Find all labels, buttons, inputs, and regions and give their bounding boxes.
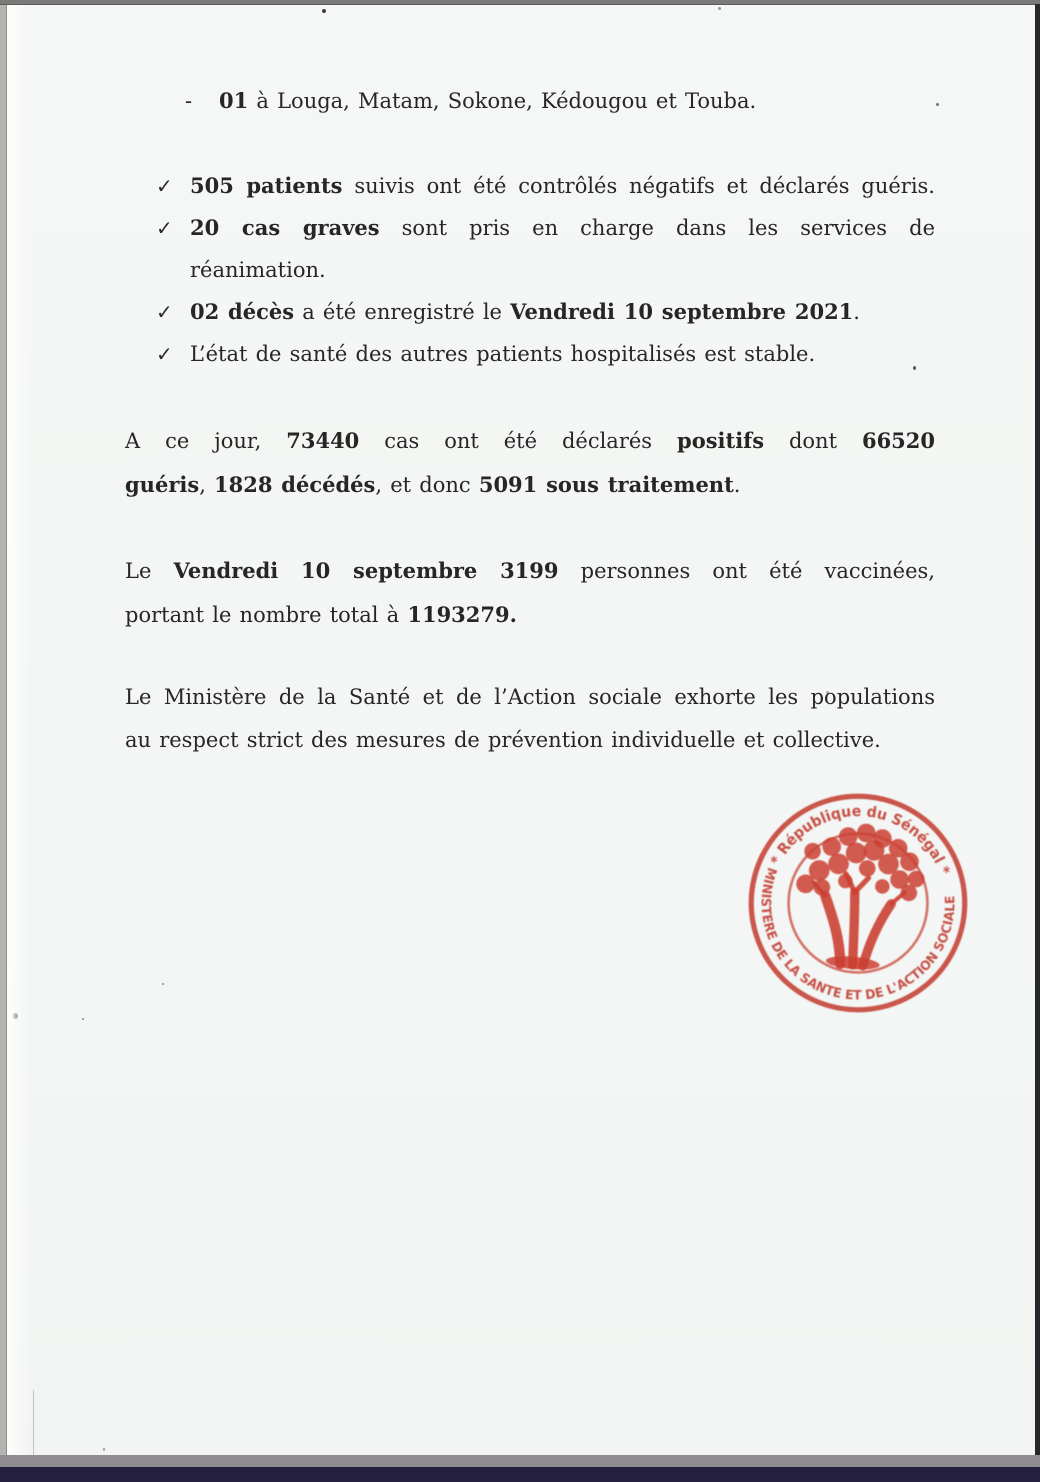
paragraph-case-totals xyxy=(125,419,935,507)
checklist-item-deaths xyxy=(125,291,935,333)
scan-edge-left-highlight xyxy=(7,4,31,1455)
text-line xyxy=(190,291,935,333)
scan-speck xyxy=(103,1448,105,1451)
totals-text: , et donc xyxy=(375,473,479,497)
paragraph-exhortation xyxy=(125,676,935,762)
dash-list-item xyxy=(125,79,935,123)
dash-item-text: à Louga, Matam, Sokone, Kédougou et Touba. xyxy=(248,89,757,113)
vaccination-text: Le xyxy=(125,559,174,583)
scan-edge-top xyxy=(0,0,1040,5)
ministry-stamp xyxy=(734,779,981,1026)
scan-crease xyxy=(33,1390,34,1460)
checkmark-icon: ✓ xyxy=(156,174,173,198)
text-line xyxy=(125,463,935,507)
scan-speck xyxy=(718,7,721,10)
totals-text: , xyxy=(199,473,215,497)
stamp-bottom-arc-text: MINISTERE DE LA SANTE ET DE L'ACTION SOCIALE xyxy=(757,865,959,1004)
gueris-label: guéris xyxy=(125,472,200,497)
totals-period: . xyxy=(733,473,741,497)
scan-edge-right xyxy=(1035,4,1040,1467)
scan-edge-bottom-dark xyxy=(0,1467,1040,1482)
checkmark-icon: ✓ xyxy=(156,300,173,324)
checklist-item-stable xyxy=(125,333,935,375)
deaths-date: Vendredi 10 septembre 2021 xyxy=(510,299,854,324)
positifs-label: positifs xyxy=(677,428,765,453)
vaccinated-day-count: Vendredi 10 septembre 3199 xyxy=(173,558,559,583)
vaccination-text: portant le nombre total à xyxy=(125,603,408,627)
deceased-total-count: 1828 décédés xyxy=(214,472,376,497)
deaths-period: . xyxy=(853,300,860,324)
scan-speck xyxy=(82,1018,84,1020)
scan-speck xyxy=(826,691,829,694)
text-line: L’état de santé des autres patients hospitalisés est stable. xyxy=(190,342,816,366)
recovered-total-count: 66520 xyxy=(861,428,935,453)
recovered-text: suivis ont été contrôlés négatifs et déclarés guéris. xyxy=(342,174,935,198)
vaccination-text: personnes ont été vaccinées, xyxy=(558,559,935,583)
deaths-count: 02 décès xyxy=(190,299,295,324)
scan-edge-left xyxy=(0,4,7,1455)
scan-speck xyxy=(936,103,939,106)
vaccinated-total-count: 1193279. xyxy=(407,602,517,627)
checklist-item-recovered xyxy=(125,165,935,207)
checklist-item-severe-cases xyxy=(125,207,935,291)
scan-speck xyxy=(322,9,326,13)
stamp-top-arc-text: * République du Sénégal * xyxy=(766,801,954,878)
text-line: réanimation. xyxy=(190,258,326,282)
text-line xyxy=(190,165,935,207)
text-line xyxy=(125,593,935,637)
checkmark-icon: ✓ xyxy=(156,216,173,240)
totals-text: dont xyxy=(764,429,862,453)
checklist xyxy=(125,165,935,375)
text-line xyxy=(125,549,935,593)
dash-bullet: - xyxy=(185,89,193,113)
recovered-count: 505 patients xyxy=(190,173,343,198)
text-line: au respect strict des mesures de prévention individuelle et collective. xyxy=(125,728,881,752)
under-treatment-count: 5091 sous traitement xyxy=(478,472,734,497)
text-line: Le Ministère de la Santé et de l’Action sociale exhorte les populations xyxy=(125,685,935,709)
dash-item-number: 01 xyxy=(219,88,249,113)
document-body xyxy=(125,3,935,762)
scan-speck xyxy=(162,983,164,985)
totals-text: A ce jour, xyxy=(125,429,287,453)
total-positive-count: 73440 xyxy=(286,428,360,453)
scan-speck xyxy=(913,366,916,370)
text-line xyxy=(190,207,935,249)
severe-text: sont pris en charge dans les services de xyxy=(379,216,935,240)
deaths-text: a été enregistré le xyxy=(294,300,511,324)
severe-count: 20 cas graves xyxy=(190,215,380,240)
paragraph-vaccination xyxy=(125,549,935,637)
totals-text: cas ont été déclarés xyxy=(359,429,678,453)
checkmark-icon: ✓ xyxy=(156,342,173,366)
text-line xyxy=(125,419,935,463)
scan-edge-bottom-gray xyxy=(0,1455,1040,1467)
